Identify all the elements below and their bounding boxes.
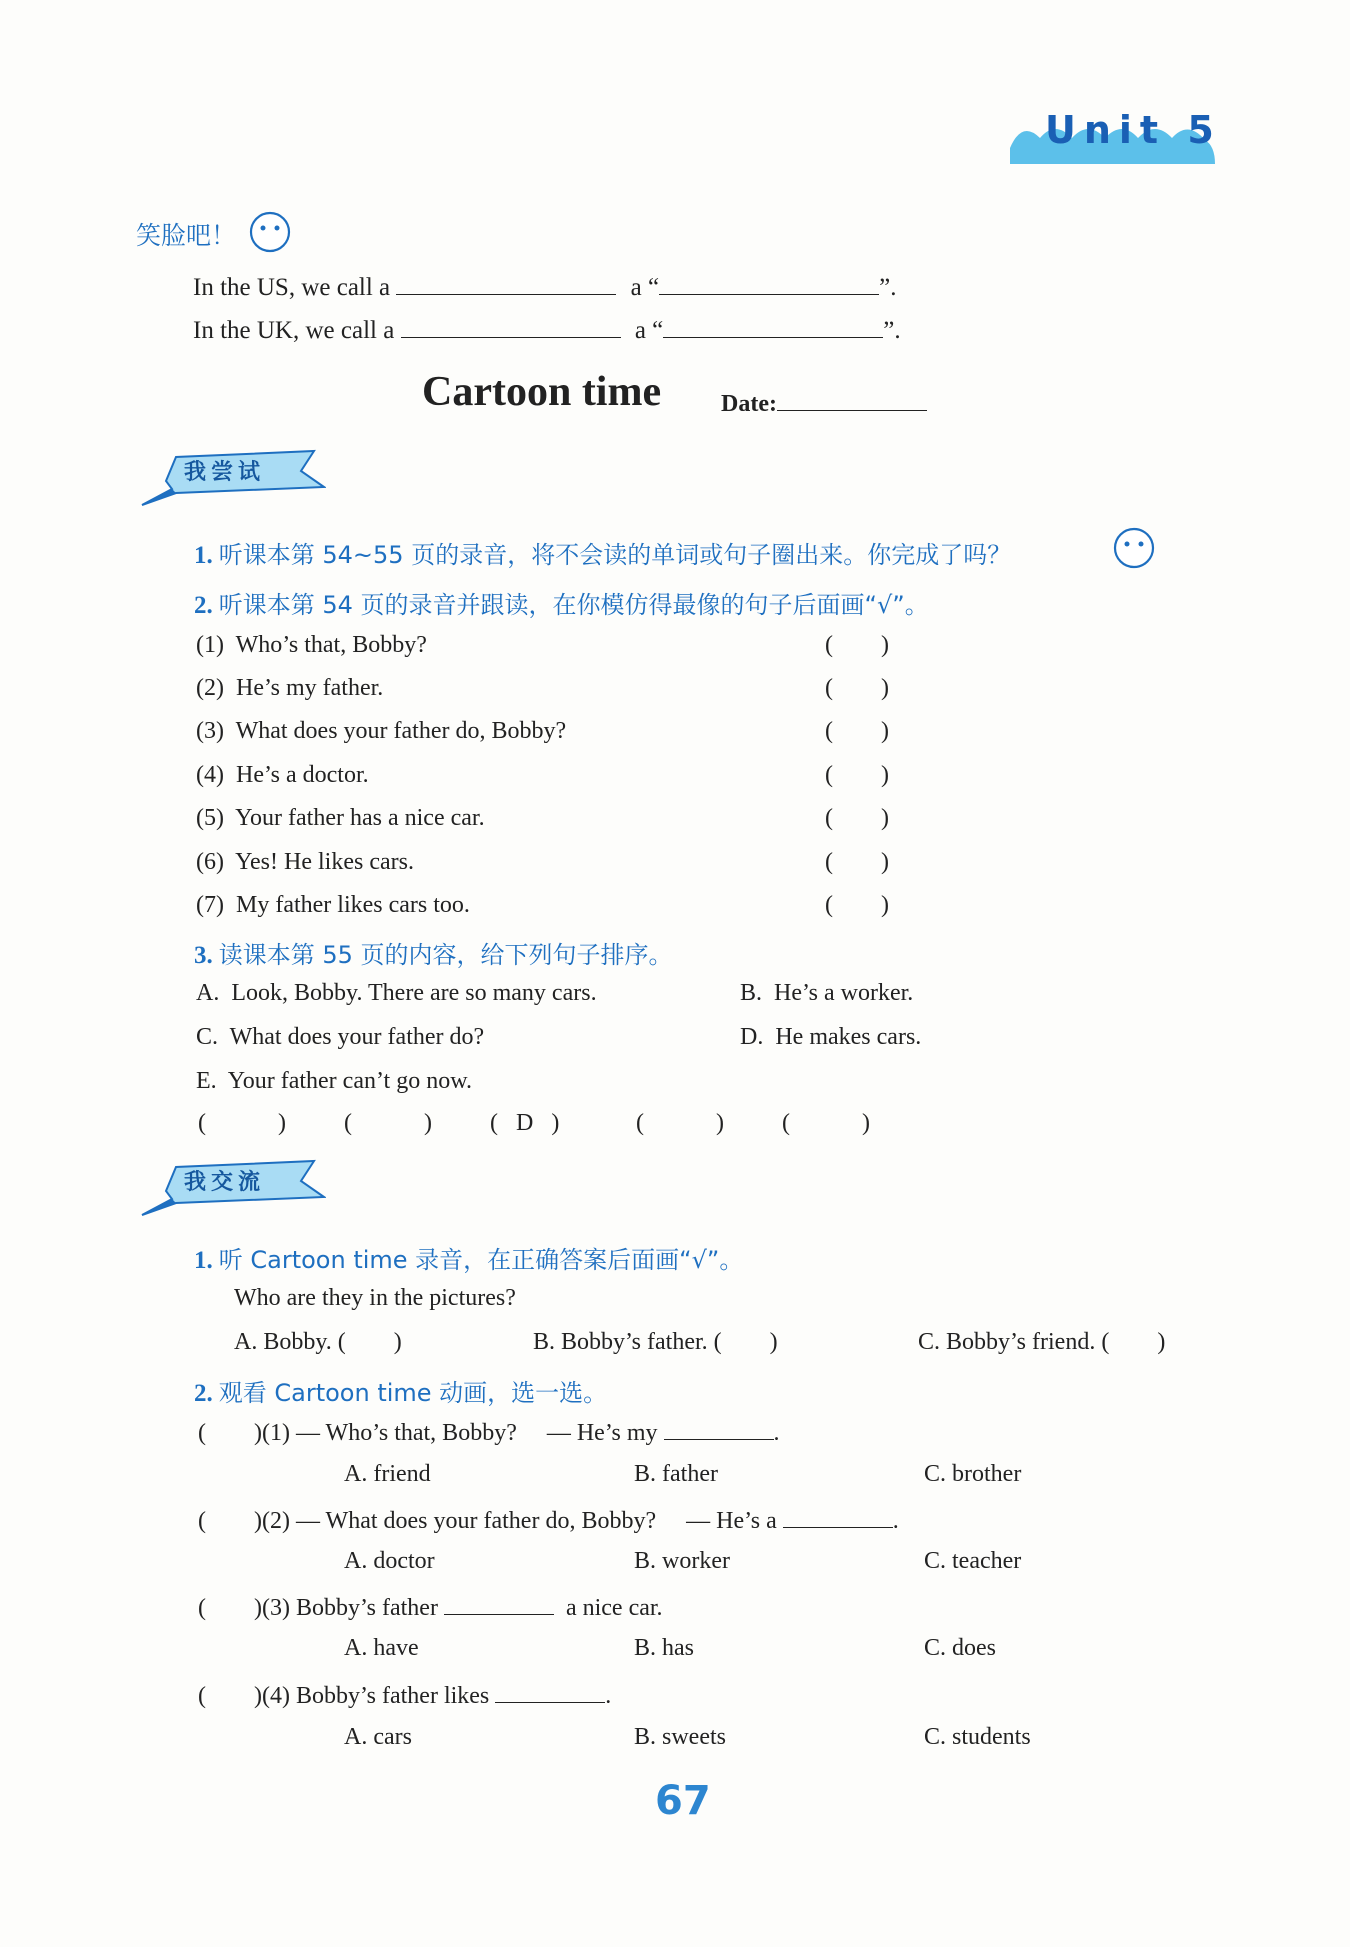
answer-blank[interactable] [664, 1417, 774, 1440]
banner-try [136, 447, 321, 511]
answer-parens[interactable]: ( ) [198, 1683, 262, 1709]
mc-question: ( )(1) — Who’s that, Bobby? — He’s my . [198, 1417, 780, 1447]
answer-parens[interactable]: ( ) [825, 805, 889, 831]
unit-label: Unit 5 [1045, 108, 1222, 152]
option-a: A. Look, Bobby. There are so many cars. [196, 980, 597, 1006]
blank-us-1[interactable] [396, 272, 616, 295]
mc-option[interactable]: C. teacher [924, 1548, 1022, 1574]
mc-option[interactable]: C. students [924, 1724, 1031, 1750]
answer-parens[interactable]: ( ) [825, 849, 889, 875]
answer-parens[interactable]: ( ) [825, 892, 889, 918]
list-item: (2) He’s my father. [196, 675, 384, 701]
list-item: (3) What does your father do, Bobby? [196, 718, 567, 744]
smile-line-us: In the US, we call a a “ ”. [193, 274, 897, 301]
list-item: (5) Your father has a nice car. [196, 805, 485, 831]
answer-blank[interactable] [783, 1505, 893, 1528]
mc-option[interactable]: A. doctor [344, 1548, 435, 1574]
page-number: 67 [655, 1778, 711, 1824]
date-field[interactable] [777, 386, 927, 411]
mc-option[interactable]: B. worker [634, 1548, 730, 1574]
order-slot[interactable]: ( ) [636, 1110, 724, 1136]
mc-option[interactable]: B. father [634, 1461, 718, 1487]
list-item: (6) Yes! He likes cars. [196, 849, 414, 875]
mc-question: ( )(2) — What does your father do, Bobby? — He’s a . [198, 1505, 899, 1535]
answer-blank[interactable] [444, 1592, 554, 1615]
order-slot[interactable]: ( ) [344, 1110, 432, 1136]
answer-parens[interactable]: ( ) [825, 632, 889, 658]
mc-option[interactable]: A. friend [344, 1461, 431, 1487]
answer-parens[interactable]: ( ) [825, 762, 889, 788]
talk-q1-option-c[interactable]: C. Bobby’s friend. ( ) [918, 1329, 1166, 1355]
option-e: E. Your father can’t go now. [196, 1068, 472, 1094]
answer-parens[interactable]: ( ) [825, 675, 889, 701]
talk-q2: 2. 观看 Cartoon time 动画，选一选。 [194, 1379, 608, 1407]
option-b: B. He’s a worker. [740, 980, 914, 1006]
answer-blank[interactable] [495, 1680, 605, 1703]
talk-q1-option-a[interactable]: A. Bobby. ( ) [234, 1329, 402, 1355]
order-slot[interactable]: ( ) [198, 1110, 286, 1136]
mc-option[interactable]: B. has [634, 1635, 694, 1661]
blank-uk-1[interactable] [401, 315, 621, 338]
smiley-face-icon [1112, 526, 1156, 570]
smile-line-uk: In the UK, we call a a “ ”. [193, 317, 901, 344]
answer-parens[interactable]: ( ) [198, 1508, 262, 1534]
date-label: Date: [721, 386, 927, 418]
banner-talk-label: 我交流 [184, 1170, 266, 1195]
try-q2: 2. 听课本第 54 页的录音并跟读，在你模仿得最像的句子后面画“√”。 [194, 591, 929, 619]
mc-option[interactable]: B. sweets [634, 1724, 726, 1750]
blank-us-2[interactable] [659, 272, 879, 295]
answer-parens[interactable]: ( ) [825, 718, 889, 744]
option-d: D. He makes cars. [740, 1024, 922, 1050]
try-q3: 3. 读课本第 55 页的内容，给下列句子排序。 [194, 941, 673, 969]
unit-badge [1010, 108, 1222, 164]
banner-talk [136, 1157, 321, 1221]
order-slot[interactable]: ( D ) [490, 1110, 560, 1136]
banner-try-label: 我尝试 [184, 460, 266, 485]
try-q1: 1. 听课本第 54~55 页的录音，将不会读的单词或句子圈出来。你完成了吗？ [194, 541, 1012, 569]
list-item: (7) My father likes cars too. [196, 892, 470, 918]
mc-option[interactable]: A. have [344, 1635, 419, 1661]
mc-option[interactable]: A. cars [344, 1724, 412, 1750]
talk-q1: 1. 听 Cartoon time 录音，在正确答案后面画“√”。 [194, 1246, 744, 1274]
smile-heading: 笑脸吧！ [136, 221, 237, 250]
mc-question: ( )(3) Bobby’s father a nice car. [198, 1592, 663, 1622]
answer-parens[interactable]: ( ) [198, 1420, 262, 1446]
list-item: (1) Who’s that, Bobby? [196, 632, 427, 658]
mc-question: ( )(4) Bobby’s father likes . [198, 1680, 611, 1710]
blank-uk-2[interactable] [663, 315, 883, 338]
smiley-face-icon [248, 210, 292, 254]
answer-parens[interactable]: ( ) [198, 1595, 262, 1621]
mc-option[interactable]: C. brother [924, 1461, 1022, 1487]
page-title: Cartoon time [422, 369, 662, 415]
option-c: C. What does your father do? [196, 1024, 485, 1050]
mc-option[interactable]: C. does [924, 1635, 996, 1661]
talk-q1-question: Who are they in the pictures? [234, 1285, 516, 1311]
order-slot[interactable]: ( ) [782, 1110, 870, 1136]
talk-q1-option-b[interactable]: B. Bobby’s father. ( ) [533, 1329, 778, 1355]
list-item: (4) He’s a doctor. [196, 762, 369, 788]
